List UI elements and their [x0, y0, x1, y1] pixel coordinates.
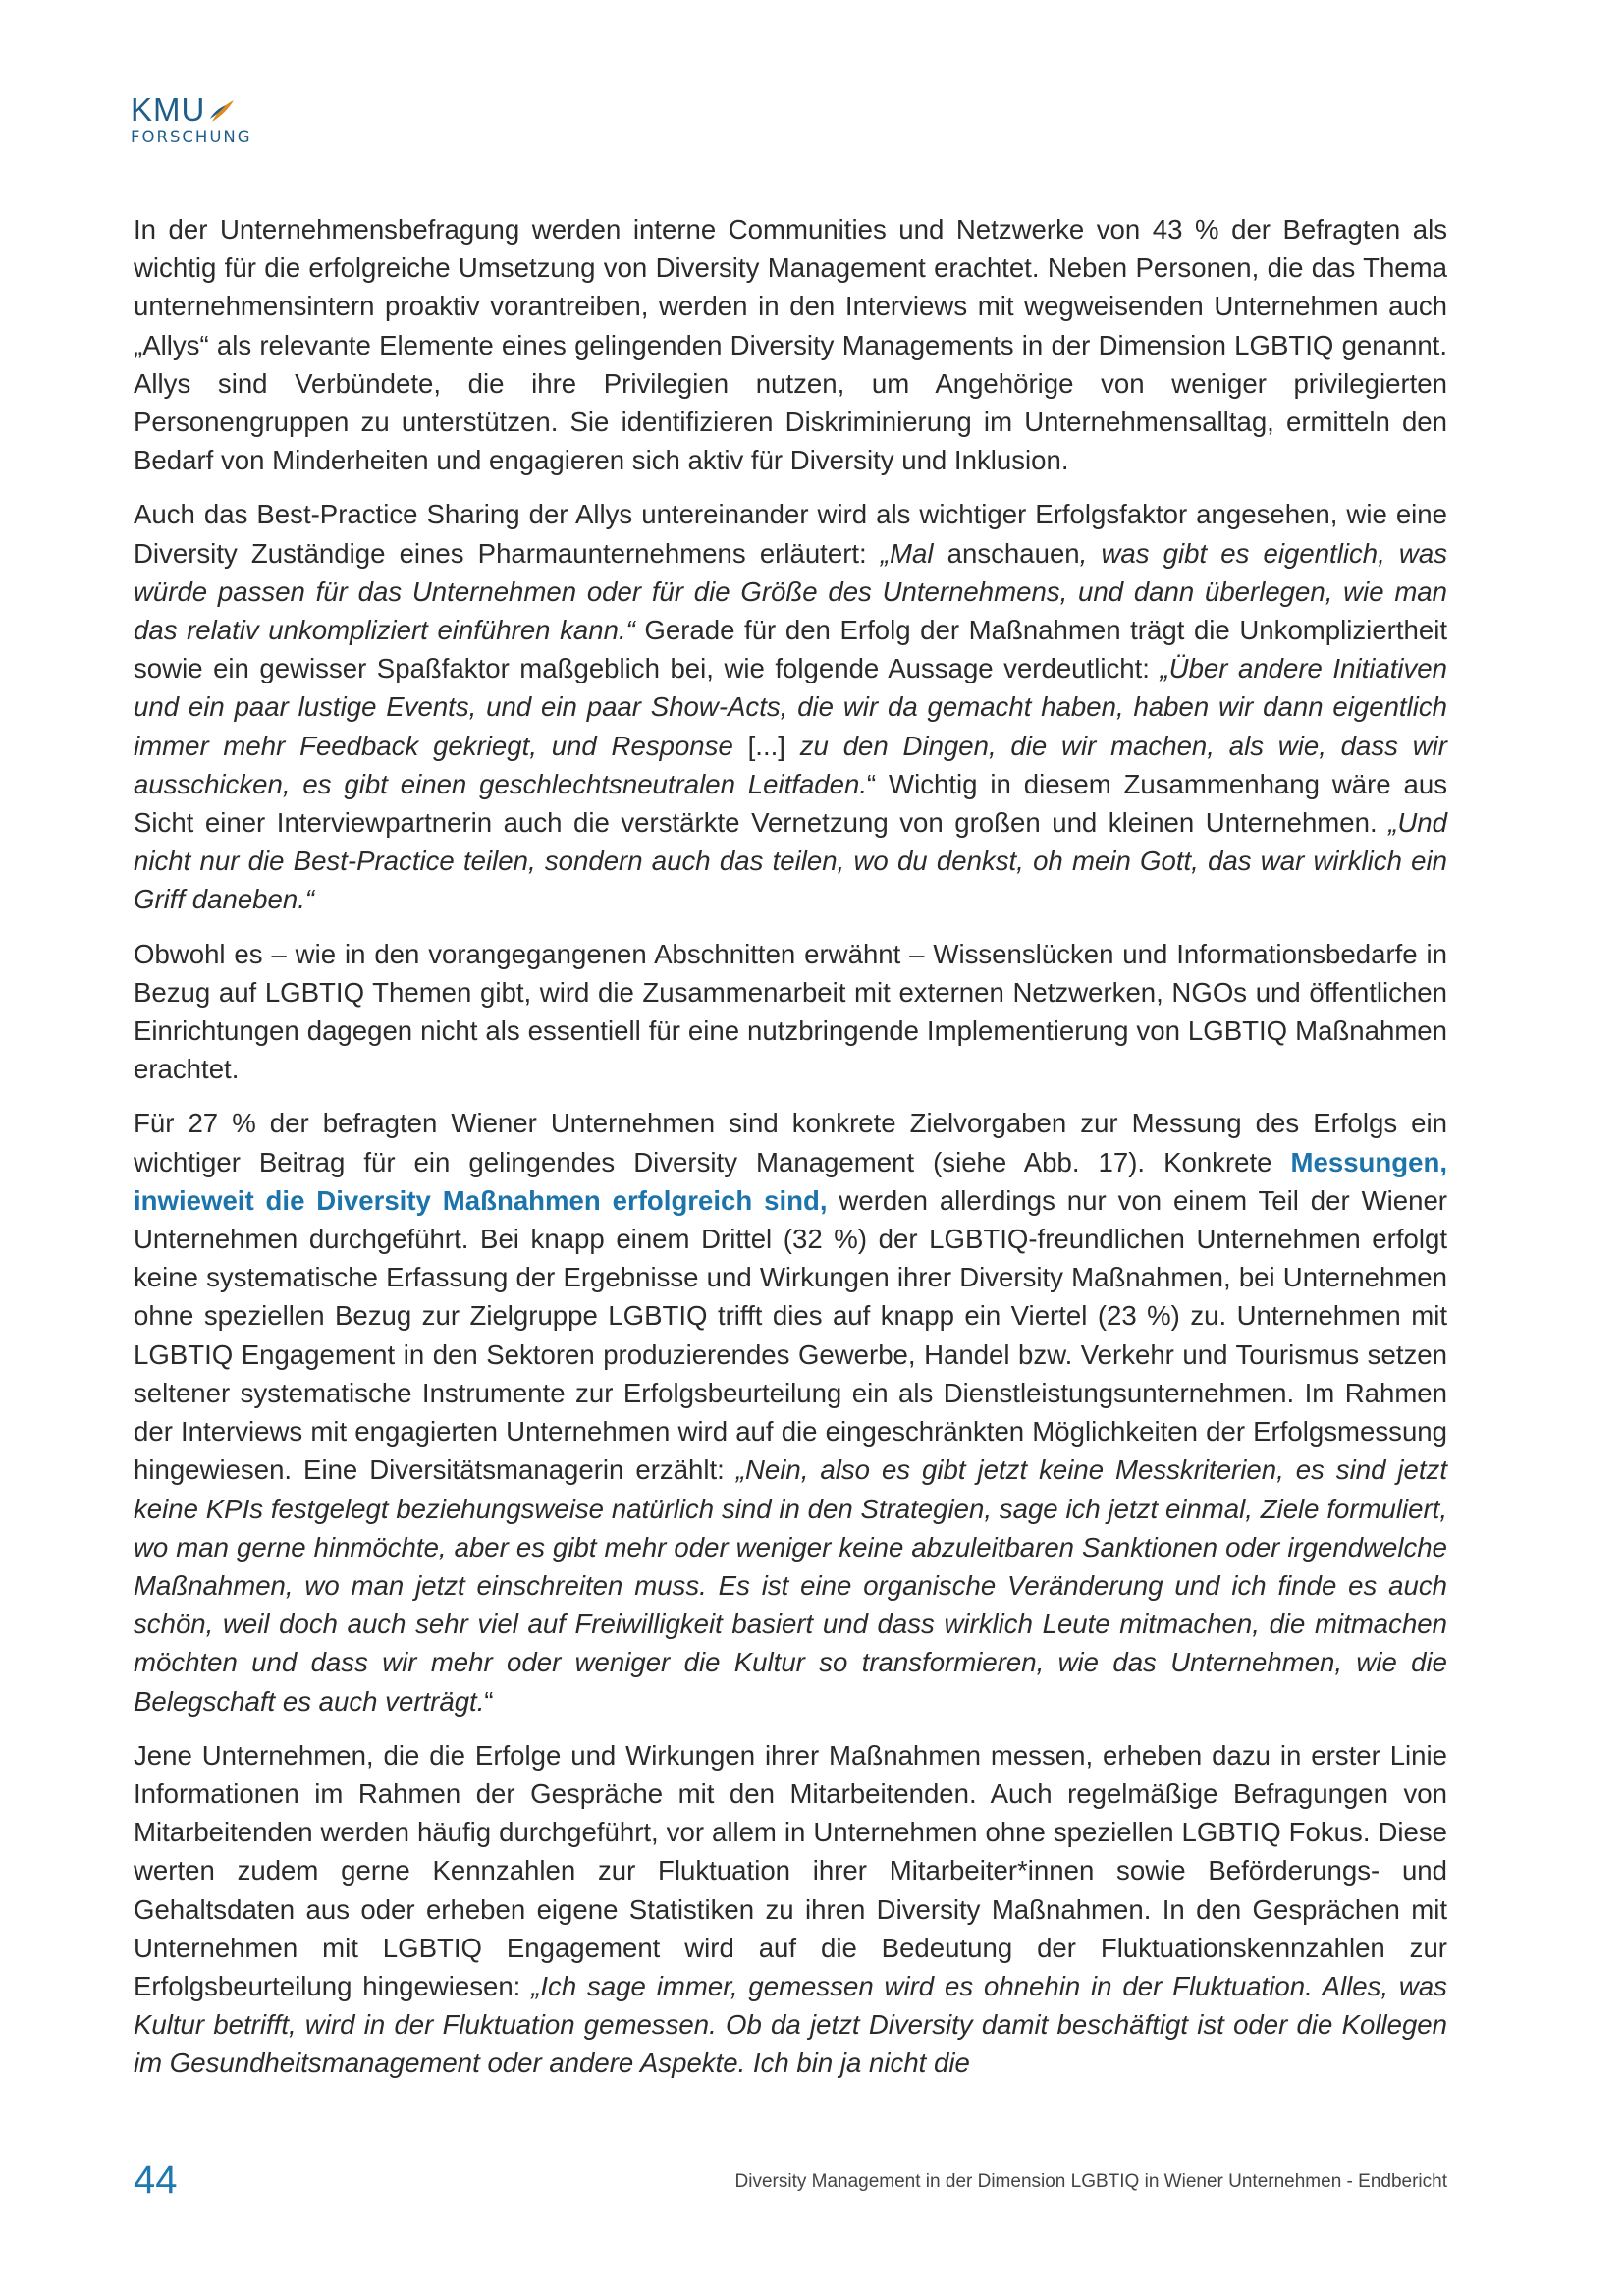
paragraph-1 [134, 210, 1455, 479]
kmu-forschung-logo [131, 93, 268, 147]
body-text: “ Wichtig in diesem Zusammenhang wäre aus Sicht einer Interviewpartnerin auch die verstärkte Vernetzung von großen und kleinen Unternehmen. [134, 768, 1455, 839]
page-number: 44 [134, 2159, 178, 2202]
paragraph-3 [134, 935, 1455, 1089]
body-text: Für 27 % der befragten Wiener Unternehmen sind konkrete Zielvorgaben zur Messung des Erfolgs ein wichtiger Beitrag für ein gelingendes Diversity Management (siehe Abb. 17). Konkrete [134, 1108, 1455, 1177]
paragraph-2 [134, 495, 1455, 918]
body-text: werden allerdings nur von einem Teil der Wiener Unternehmen durchgeführt. Bei knapp einem Drittel (32 %) der LGBTIQ-freundlichen Unternehmen erfolgt keine systematische Erfassung der Ergebnisse und Wirkungen ihrer Diversity Maßnahmen, bei Unternehmen ohne speziellen Bezug zur Zielgruppe LGBTIQ trifft dies auf knapp ein Viertel (23 %) zu. Unternehmen mit LGBTIQ Engagement in den Sektoren produzierendes Gewerbe, Handel bzw. Verkehr und Tourismus setzen seltener systematische Instrumente zur Erfolgsbeurteilung ein als Dienstleistungsunternehmen. Im Rahmen der Interviews mit engagierten Unternehmen wird auf die eingeschränkten Möglichkeiten der Erfolgsmessung hingewiesen. Eine Diversitätsmanagerin erzählt: [134, 1184, 1455, 1486]
leaf-icon [208, 97, 236, 125]
quote-text: zu den Dingen, die wir machen, als wie, dass wir ausschicken, es gibt einen geschlechtsneutralen Leitfaden. [134, 730, 1455, 799]
body-text: [...] [732, 730, 800, 761]
quote-text: , was gibt es eigentlich, was würde passen für das Unternehmen oder für die Größe des Unternehmens, und dann überlegen, wie man das relativ unkompliziert einführen kann.“ [134, 537, 1455, 646]
main-text [134, 210, 1455, 2099]
quote-text: „Nein, also es gibt jetzt keine Messkriterien, es sind jetzt keine KPIs festgelegt beziehungsweise natürlich sind in den Strategien, sage ich jetzt einmal, Ziele formuliert, wo man gerne hinmöchte, aber es gibt mehr oder weniger keine abzuleitbaren Sanktionen oder irgendwelche Maßnahmen, wo man jetzt einschreiten muss. Es ist eine organische Veränderung und ich finde es auch schön, weil doch auch sehr viel auf Freiwilligkeit basiert und dass wirklich Leute mitmachen, die mitmachen möchten und dass wir mehr oder weniger die Kultur so transformieren, wie das Unternehmen, wie die Belegschaft es auch verträgt. [134, 1454, 1455, 1717]
quote-text: „Und nicht nur die Best-Practice teilen, sondern auch das teilen, wo du denkst, oh mein Gott, das war wirklich ein Griff daneben.“ [134, 807, 1455, 915]
paragraph-4 [134, 1104, 1455, 1720]
body-text: Gerade für den Erfolg der Maßnahmen trägt die Unkompliziertheit sowie ein gewisser Spaßfaktor maßgeblich bei, wie folgende Aussage verdeutlicht: [134, 615, 1455, 684]
highlighted-text: Messungen, inwieweit die Diversity Maßnahmen erfolgreich sind, [134, 1146, 1455, 1216]
logo-main-text: KMU [131, 91, 206, 128]
body-text: Obwohl es – wie in den vorangegangenen Abschnitten erwähnt – Wissenslücken und Informationsbedarfe in Bezug auf LGBTIQ Themen gibt, wird die Zusammenarbeit mit externen Netzwerken, NGOs und öffentlichen Einrichtungen dagegen nicht als essentiell für eine nutzbringende Implementierung von LGBTIQ Maßnahmen erachtet. [134, 938, 1455, 1085]
logo-subtitle: FORSCHUNG [131, 128, 252, 146]
paragraph-5 [134, 1736, 1455, 2083]
quote-text: „Ich sage immer, gemessen wird es ohnehin in der Fluktuation. Alles, was Kultur betrifft, wird in der Fluktuation gemessen. Ob da jetzt Diversity damit beschäftigt ist oder die Kollegen im Gesundheitsmanagement oder andere Aspekte. Ich bin ja nicht die [134, 1970, 1455, 2079]
quote-text: „Mal [880, 537, 934, 569]
body-text: Auch das Best-Practice Sharing der Allys untereinander wird als wichtiger Erfolgsfaktor angesehen, wie eine Diversity Zuständige eines Pharmaunternehmens erläutert: [134, 499, 1455, 569]
body-text: “ [484, 1685, 494, 1717]
body-text: In der Unternehmensbefragung werden interne Communities und Netzwerke von 43 % der Befragten als wichtig für die erfolgreiche Umsetzung von Diversity Management erachtet. Neben Personen, die das Thema unternehmensintern proaktiv vorantreiben, werden in den Interviews mit wegweisenden Unternehmen auch „Allys“ als relevante Elemente eines gelingenden Diversity Managements in der Dimension LGBTIQ genannt. Allys sind Verbündete, die ihre Privilegien nutzen, um Angehörige von weniger privilegierten Personengruppen zu unterstützen. Sie identifizieren Diskriminierung im Unternehmensalltag, ermitteln den Bedarf von Minderheiten und engagieren sich aktiv für Diversity und Inklusion. [134, 214, 1455, 476]
body-text: Jene Unternehmen, die die Erfolge und Wirkungen ihrer Maßnahmen messen, erheben dazu in erster Linie Informationen im Rahmen der Gespräche mit den Mitarbeitenden. Auch regelmäßige Befragungen von Mitarbeitenden werden häufig durchgeführt, vor allem in Unternehmen ohne speziellen LGBTIQ Fokus. Diese werten zudem gerne Kennzahlen zur Fluktuation ihrer Mitarbeiter*innen sowie Beförderungs- und Gehaltsdaten aus oder erheben eigene Statistiken zu ihren Diversity Maßnahmen. In den Gesprächen mit Unternehmen mit LGBTIQ Engagement wird auf die Bedeutung der Fluktuationskennzahlen zur Erfolgsbeurteilung hingewiesen: [134, 1739, 1455, 2001]
report-title: Diversity Management in der Dimension LGBTIQ in Wiener Unternehmen - Endbericht [734, 2171, 1447, 2192]
page-footer [134, 2157, 1447, 2204]
logo-top-row [131, 93, 268, 127]
quote-text: „Über andere Initiativen und ein paar lustige Events, und ein paar Show-Acts, die wir da gemacht haben, haben wir dann eigentlich immer mehr Feedback gekriegt, und Response [134, 653, 1455, 761]
body-text: anschauen [933, 537, 1080, 569]
